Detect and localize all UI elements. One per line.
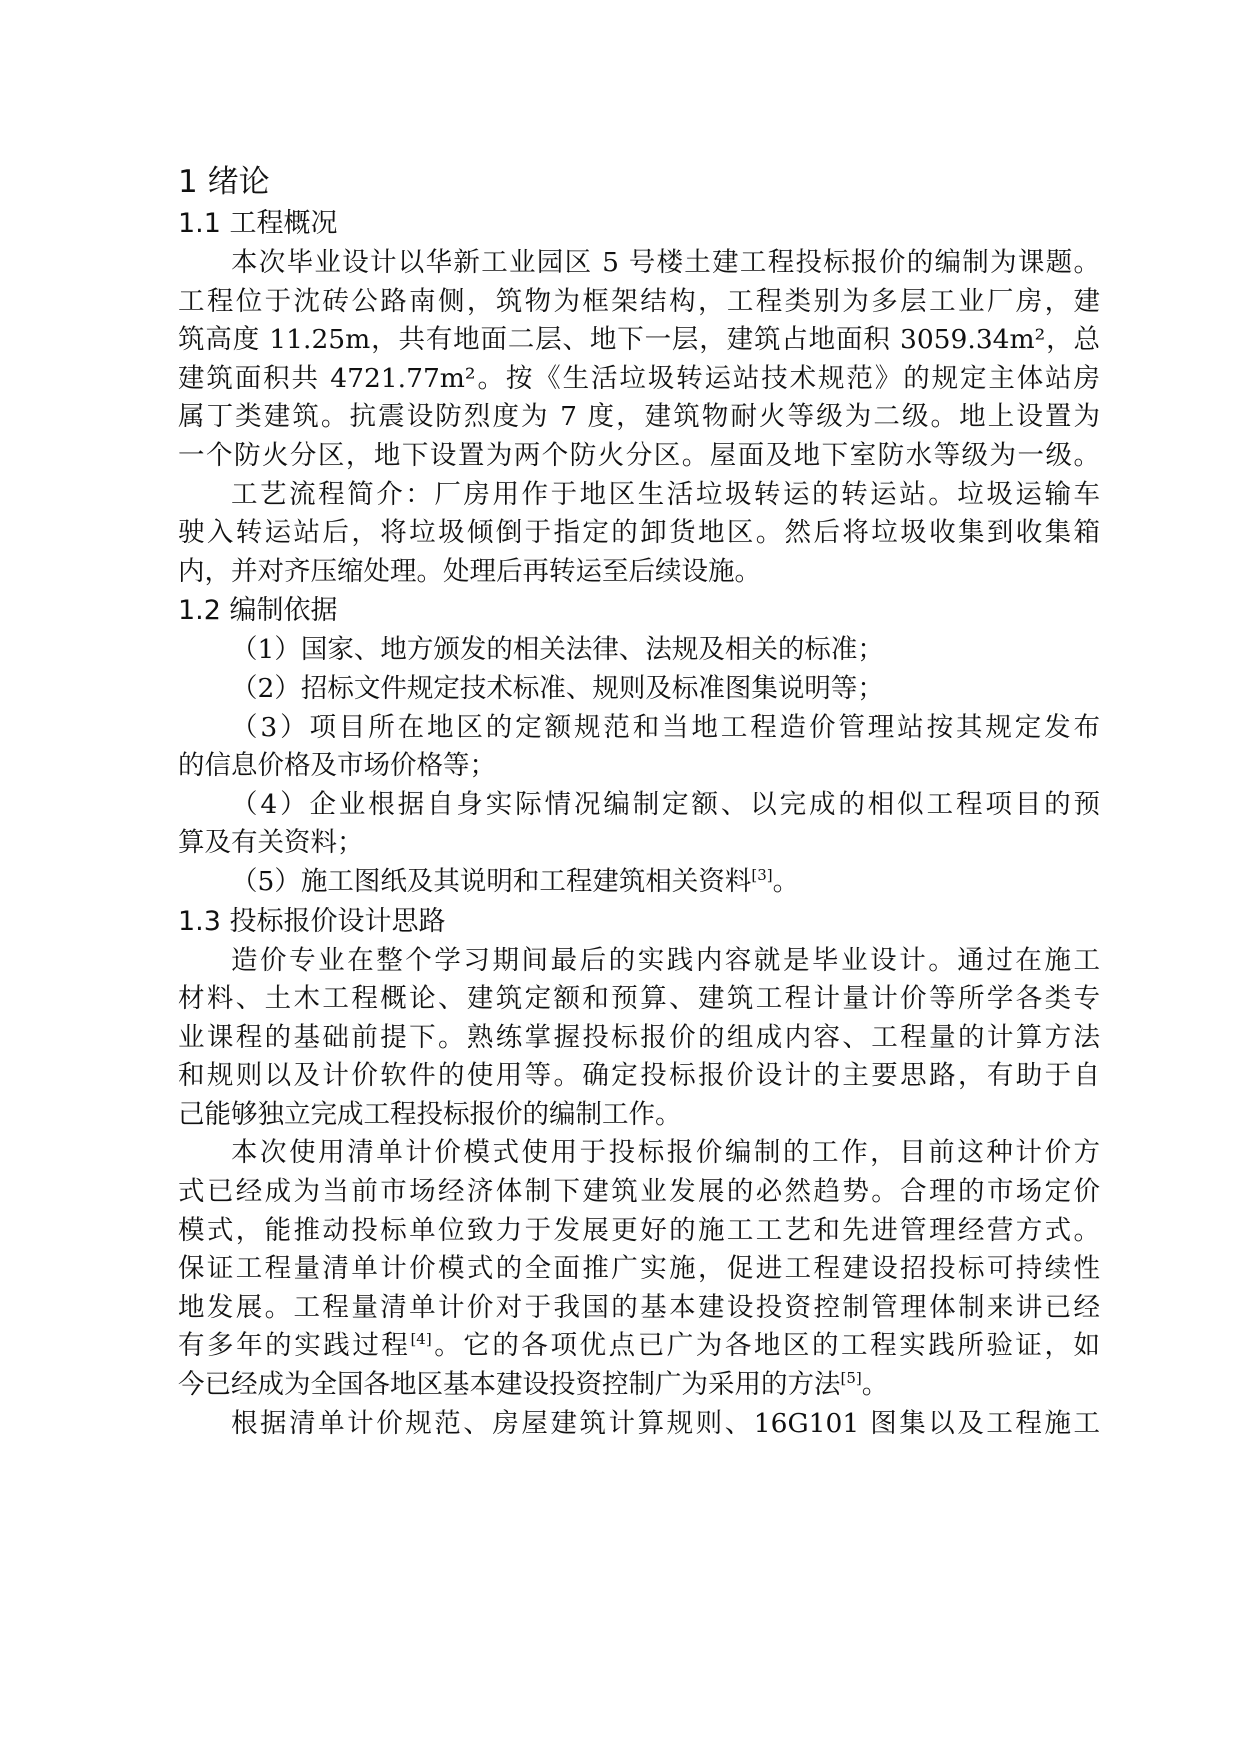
section-title-1-2: 1.2 编制依据 (178, 595, 338, 627)
text-line: 本次毕业设计以华新工业园区 5 号楼土建工程投标报价的编制为课题。 (231, 247, 1100, 278)
text-line: 业课程的基础前提下。熟练掌握投标报价的组成内容、工程量的计算方法 (178, 1021, 1100, 1053)
list-item: （1）国家、地方颁发的相关法律、法规及相关的标准； (231, 634, 884, 666)
item-text: （5）施工图纸及其说明和工程建筑相关资料 (231, 865, 752, 897)
chapter-title: 1 绪论 (178, 164, 270, 200)
text-line: 保证工程量清单计价模式的全面推广实施，促进工程建设招投标可持续性 (178, 1253, 1100, 1285)
basis-list (178, 631, 1100, 901)
text-line: 己能够独立完成工程投标报价的编制工作。 (178, 1098, 682, 1130)
text-line: 地发展。工程量清单计价对于我国的基本建设投资控制管理体制来讲已经 (178, 1291, 1100, 1323)
text-line: 一个防火分区，地下设置为两个防火分区。屋面及地下室防水等级为一级。 (178, 439, 1100, 471)
list-item: （4）企业根据自身实际情况编制定额、以完成的相似工程项目的预 (231, 788, 1100, 820)
list-item: （2）招标文件规定技术标准、规则及标准图集说明等； (231, 672, 884, 704)
text-segment: 有多年的实践过程 (178, 1330, 411, 1362)
citation: [3] (751, 866, 773, 885)
text-line (178, 1366, 1100, 1405)
list-item-continuation: 的信息价格及市场价格等； (178, 750, 496, 782)
section-title-1-3: 1.3 投标报价设计思路 (178, 905, 446, 937)
text-line: 工艺流程简介：厂房用作于地区生活垃圾转运的转运站。垃圾运输车 (231, 478, 1100, 510)
list-item (178, 863, 1100, 902)
text-line: 驶入转运站后，将垃圾倾倒于指定的卸货地区。然后将垃圾收集到收集箱 (178, 517, 1100, 549)
text-line: 筑高度 11.25m，共有地面二层、地下一层，建筑占地面积 3059.34m²，总 (178, 324, 1100, 356)
text-line: 材料、土木工程概论、建筑定额和预算、建筑工程计量计价等所学各类专 (178, 983, 1100, 1015)
citation: [4] (410, 1330, 432, 1349)
text-line: 建筑面积共 4721.77m²。按《生活垃圾转运站技术规范》的规定主体站房 (178, 362, 1100, 394)
list-item-continuation: 算及有关资料； (178, 827, 364, 859)
text-line: 工程位于沈砖公路南侧，筑物为框架结构，工程类别为多层工业厂房，建 (178, 285, 1100, 317)
paragraph-design-idea (178, 942, 1100, 1135)
text-segment: 今已经成为全国各地区基本建设投资控制广为采用的方法 (178, 1369, 841, 1401)
paragraph-process-flow (178, 476, 1100, 592)
text-line: 属丁类建筑。抗震设防烈度为 7 度，建筑物耐火等级为二级。地上设置为 (178, 401, 1100, 433)
text-line (178, 1327, 1100, 1366)
text-line: 内，并对齐压缩处理。处理后再转运至后续设施。 (178, 555, 761, 587)
text-segment: 。 (861, 1369, 889, 1401)
citation: [5] (840, 1369, 862, 1388)
document-page (178, 160, 1100, 1443)
section-title-1-1: 1.1 工程概况 (178, 208, 338, 239)
text-line: 根据清单计价规范、房屋建筑计算规则、16G101 图集以及工程施工 (231, 1407, 1100, 1439)
list-item: （3）项目所在地区的定额规范和当地工程造价管理站按其规定发布 (231, 711, 1100, 743)
text-segment: 。它的各项优点已广为各地区的工程实践所验证，如 (431, 1330, 1100, 1362)
item-tail: 。 (772, 865, 800, 897)
paragraph-project-overview (178, 244, 1100, 476)
paragraph-pricing-mode (178, 1134, 1100, 1404)
text-line: 造价专业在整个学习期间最后的实践内容就是毕业设计。通过在施工 (231, 944, 1100, 976)
paragraph-basis-rules (178, 1405, 1100, 1444)
text-line: 和规则以及计价软件的使用等。确定投标报价设计的主要思路，有助于自 (178, 1060, 1100, 1092)
text-line: 式已经成为当前市场经济体制下建筑业发展的必然趋势。合理的市场定价 (178, 1176, 1100, 1208)
text-line: 模式，能推动投标单位致力于发展更好的施工工艺和先进管理经营方式。 (178, 1214, 1100, 1246)
text-line: 本次使用清单计价模式使用于投标报价编制的工作，目前这种计价方 (231, 1137, 1100, 1169)
